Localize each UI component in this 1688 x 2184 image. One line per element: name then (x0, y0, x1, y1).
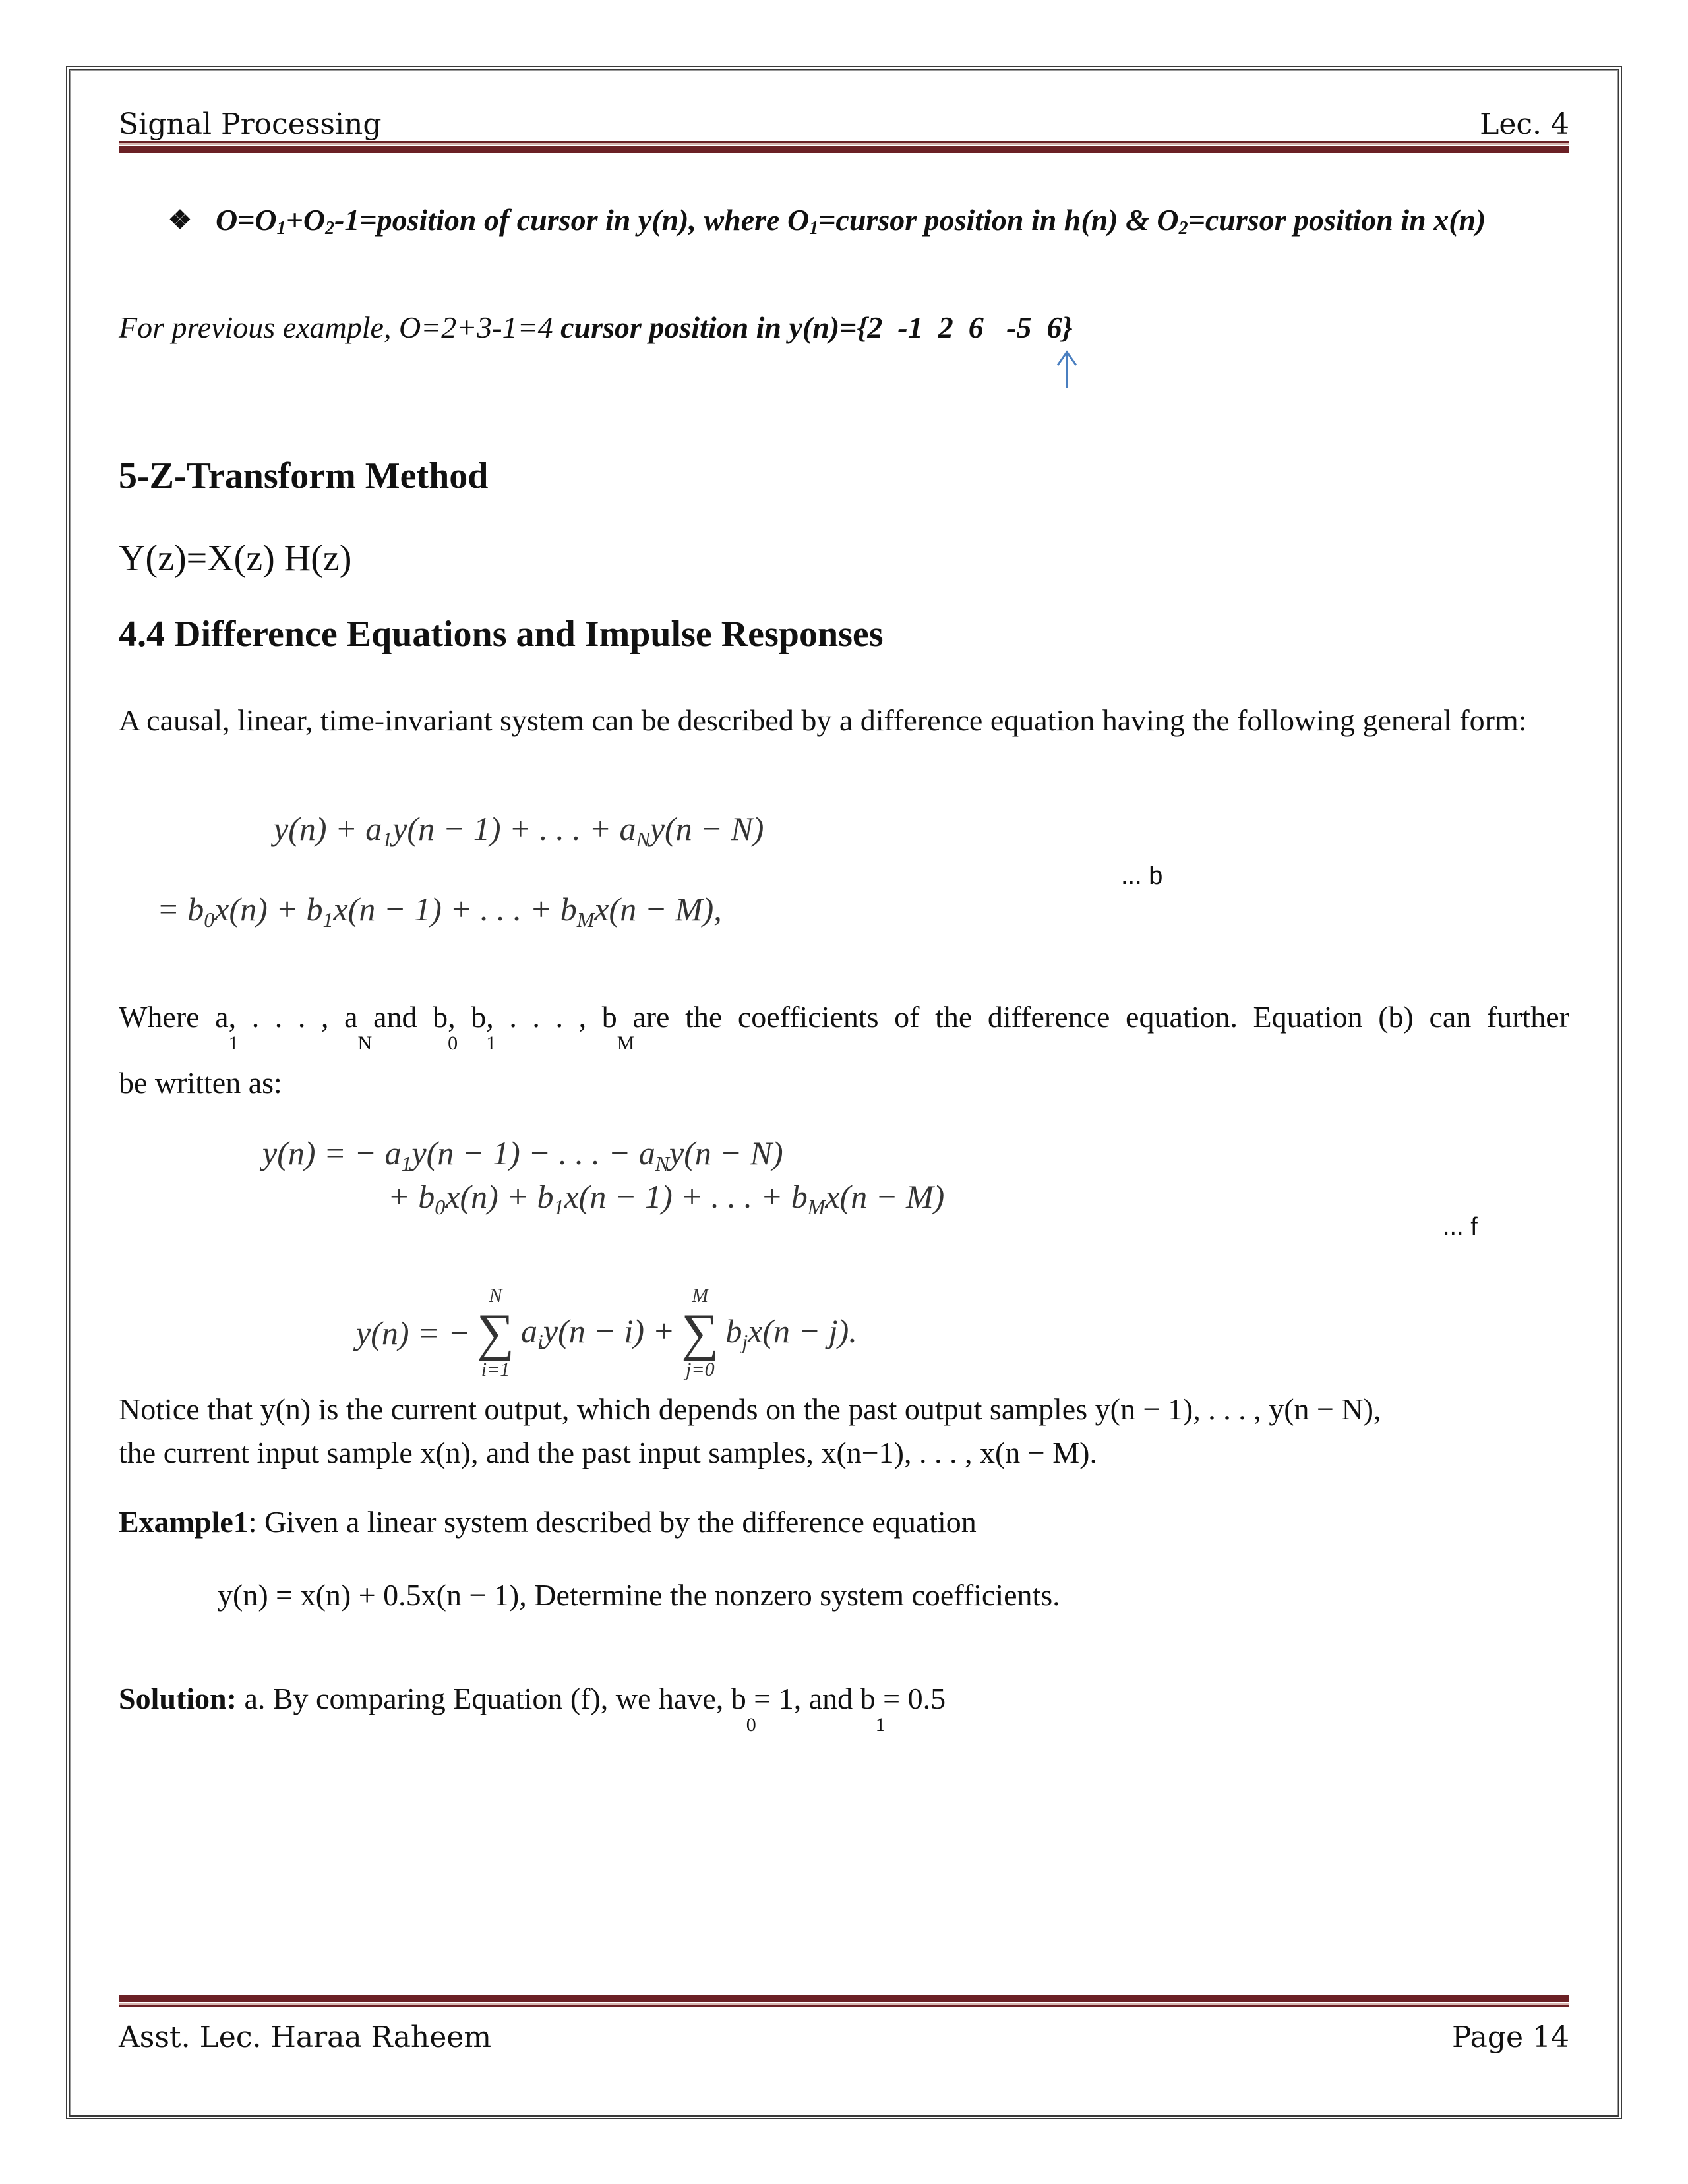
notice-paragraph: Notice that y(n) is the current output, which depends on the past output samples y(n − 1), . . . , y(n − N), the current input sample x(n), and the past input samples, x(n−1), . . . , x(n − M). (119, 1392, 1381, 1469)
up-arrow-icon (1054, 349, 1080, 389)
equation-label-f: ... f (1443, 1213, 1478, 1241)
previous-example-line: For previous example, O=2+3-1=4 cursor position in y(n)={2 -1 2 6 -5 6} (119, 310, 1073, 344)
example1-label: Example1 (119, 1505, 249, 1539)
section-heading-ztransform: 5-Z-Transform Method (119, 456, 489, 496)
header-lecture: Lec. 4 (1480, 107, 1569, 141)
footer-page-number: Page 14 (1451, 2021, 1569, 2054)
bullet-text: $O=O_1+O_2-1=position$ of cursor in y(n), where $O_1=cursor$ position in h(n) & $O_2=cursor$ position in x(n) (216, 203, 1486, 239)
equation-b-line2: = $b_0x(n) + b_1x(n - 1)$ + . . . + $b_Mx(n - M)$, (157, 891, 722, 931)
summation-equation: y(n) = − N ∑ i=1 $a_iy(n - i)$ + M ∑ j=0 $b_jx(n - j)$. (356, 1285, 857, 1380)
footer-author: Asst. Lec. Haraa Raheem (119, 2021, 492, 2054)
page-footer (119, 2011, 1569, 2054)
example1-equation: y(n) = x(n) + 0.5x(n − 1), Determine the nonzero system coefficients. (218, 1578, 1060, 1612)
summation-symbol-i: N ∑ i=1 (476, 1285, 515, 1380)
section-heading-difference-equations: 4.4 Difference Equations and Impulse Responses (119, 614, 884, 655)
summation-symbol-j: M ∑ j=0 (681, 1285, 719, 1380)
cursor-rule-bullet (168, 198, 1569, 251)
equation-f-line1: y(n) = − $a_1y(n - 1)$ − . . . − $a_Ny(n - N)$ (262, 1135, 783, 1175)
equation-b-line1: $y(n) + a_1y(n - 1)$ + . . . + $a_Ny(n - N)$ (274, 810, 764, 851)
equation-label-b: ... b (1121, 862, 1163, 890)
diamond-bullet-icon: ❖ (168, 205, 192, 235)
coefficients-paragraph: Where a1, . . . , aN and b0, b1, . . . , bM are the coefficients of the difference equation. Equation (b) can further be written as: (119, 1000, 1570, 1100)
intro-paragraph: A causal, linear, time-invariant system can be described by a difference equation having the following general form: (119, 703, 1527, 737)
equation-f-line2: + $b_0x(n) + b_1x(n - 1)$ + . . . + $b_Mx(n - M)$ (388, 1178, 945, 1219)
solution-label: Solution: (119, 1682, 237, 1715)
header-title: Signal Processing (119, 107, 382, 141)
page-header (119, 98, 1569, 141)
solution-line: Solution: a. By comparing Equation (f), we have, b0 = 1, and b1 = 0.5 (119, 1682, 946, 1736)
example1-statement: Example1: Given a linear system described by the difference equation (119, 1505, 977, 1539)
header-rule (119, 141, 1569, 153)
footer-rule (119, 1995, 1569, 2007)
ztransform-equation: Y(z)=X(z) H(z) (119, 538, 352, 579)
